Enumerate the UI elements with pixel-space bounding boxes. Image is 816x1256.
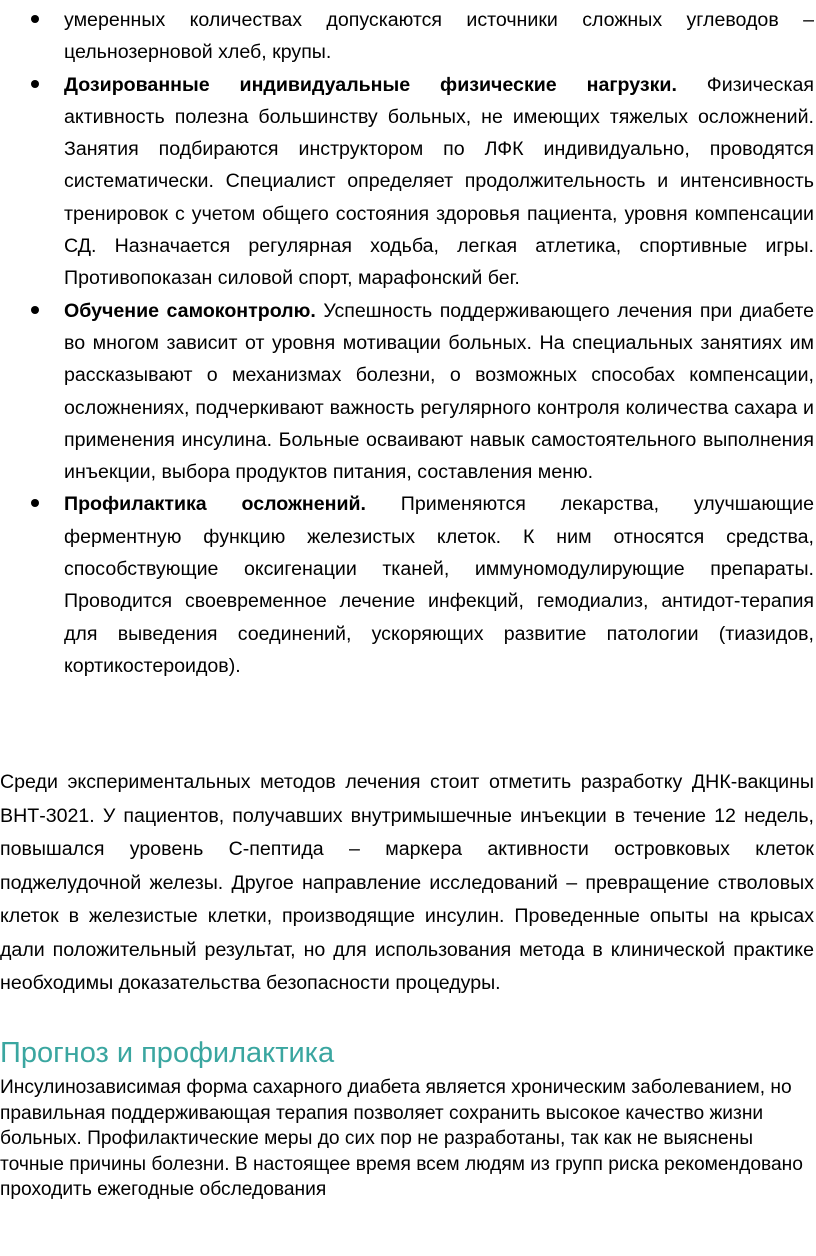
bullet-text: Применяются лекарства, улучшающие ферментную функцию железистых клеток. К ним относятся средства, способствующие оксигенации тканей, иммуномодулирующие препараты. Проводится своевременное лечение инфекций, гемодиализ, антидот-терапия для выведения соединений, ускоряющих развитие патологии (тиазидов, кортикостероидов). <box>64 493 814 677</box>
list-item <box>0 69 816 295</box>
bullet-title: Дозированные индивидуальные физические нагрузки. <box>64 73 677 96</box>
prognosis-paragraph: Инсулинозависимая форма сахарного диабета является хроническим заболеванием, но правильная поддерживающая терапия позволяет сохранить высокое качество жизни больных. Профилактические меры до сих пор не разработаны, так как не выяснены точные причины болезни. В настоящее время всем людям из групп риска рекомендовано проходить ежегодные обследования <box>0 1077 803 1200</box>
list-item <box>0 295 816 489</box>
bullet-title: Обучение самоконтролю. <box>64 299 316 322</box>
bullet-title: Профилактика осложнений. <box>64 493 366 516</box>
bullet-icon <box>31 306 39 314</box>
bullet-icon <box>31 15 39 23</box>
bullet-text: Физическая активность полезна большинству больных, не имеющих тяжелых осложнений. Занятия подбираются инструктором по ЛФК индивидуально, проводятся систематически. Специалист определяет продолжительность и интенсивность тренировок с учетом общего состояния здоровья пациента, уровня компенсации СД. Назначается регулярная ходьба, легкая атлетика, спортивные игры. Противопоказан силовой спорт, марафонский бег. <box>64 73 814 290</box>
list-item <box>0 4 816 69</box>
bullet-text: умеренных количествах допускаются источники сложных углеводов – цельнозерновой хлеб, крупы. <box>64 9 814 64</box>
bullet-text: Успешность поддерживающего лечения при диабете во многом зависит от уровня мотивации больных. На специальных занятиях им рассказывают о механизмах болезни, о возможных способах компенсации, осложнениях, подчеркивают важность регулярного контроля количества сахара и применения инсулина. Больные осваивают навык самостоятельного выполнения инъекции, выбора продуктов питания, составления меню. <box>64 299 815 484</box>
experimental-methods-paragraph: Среди экспериментальных методов лечения стоит отметить разработку ДНК-вакцины ВНТ-3021. У пациентов, получавших внутримышечные инъекции в течение 12 недель, повышался уровень С-пептида – маркера активности островковых клеток поджелудочной железы. Другое направление исследований – превращение стволовых клеток в железистые клетки, производящие инсулин. Проведенные опыты на крысах дали положительный результат, но для использования метода в клинической практике необходимы доказательства безопасности процедуры. <box>0 771 814 994</box>
list-item <box>0 488 816 682</box>
bullet-icon <box>31 80 39 88</box>
treatment-bullet-list <box>0 4 816 682</box>
section-heading-prognosis: Прогноз и профилактика <box>0 1037 335 1069</box>
bullet-icon <box>31 499 39 507</box>
